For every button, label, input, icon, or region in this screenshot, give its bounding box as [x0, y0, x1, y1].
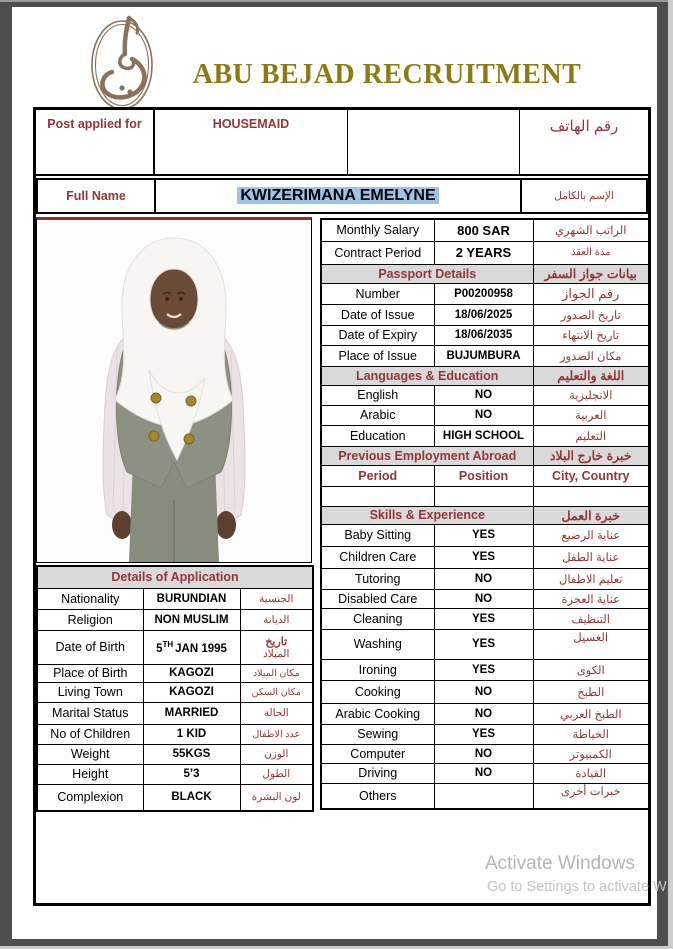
table-row — [321, 589, 649, 608]
passport-details-header-arabic: بيانات جواز السفر — [533, 264, 649, 283]
table-row — [321, 385, 649, 405]
row-arabic: الطبخ العربي — [533, 703, 649, 724]
row-label: Marital Status — [37, 702, 143, 724]
row-value: KAGOZI — [143, 682, 240, 702]
applicant-photo-frame — [36, 217, 312, 563]
previous-employment-header: Previous Employment Abroad — [321, 446, 533, 465]
prev-empty-period — [321, 486, 434, 506]
row-value: 18/06/2035 — [434, 325, 533, 345]
row-label: Computer — [321, 744, 434, 763]
applicant-photo — [37, 220, 311, 562]
row-value: NO — [434, 589, 533, 608]
row-label: Arabic — [321, 405, 434, 425]
table-row — [321, 763, 649, 783]
table-row — [321, 568, 649, 589]
post-applied-row — [36, 110, 648, 176]
row-value: KAGOZI — [143, 664, 240, 682]
row-arabic: الوزن — [240, 744, 313, 764]
row-arabic: الطبخ — [533, 680, 649, 703]
dob-suffix: TH — [162, 639, 174, 649]
row-label: Education — [321, 425, 434, 446]
row-value: YES — [434, 524, 533, 546]
row-value: NON MUSLIM — [143, 609, 240, 630]
row-label: Date of Issue — [321, 304, 434, 325]
table-row — [37, 682, 313, 702]
prev-empty-city — [533, 486, 649, 506]
document-page — [12, 7, 657, 939]
full-name-cell — [156, 187, 520, 205]
row-label: Place of Birth — [37, 664, 143, 682]
row-value: 1 KID — [143, 724, 240, 744]
table-row — [321, 264, 649, 283]
table-row — [321, 405, 649, 425]
languages-education-header: Languages & Education — [321, 366, 533, 385]
skills-experience-header-arabic: خبرة العمل — [533, 506, 649, 524]
activate-windows-watermark: Activate Windows — [485, 853, 635, 874]
row-arabic: عناية الطفل — [533, 546, 649, 568]
row-arabic: التعليم — [533, 425, 649, 446]
table-row — [321, 546, 649, 568]
row-value: 800 SAR — [434, 219, 533, 241]
row-value: P00200958 — [434, 283, 533, 304]
frame-edge-top — [0, 0, 673, 2]
row-arabic: الراتب الشهري — [533, 219, 649, 241]
row-label: Number — [321, 283, 434, 304]
full-name-label: Full Name — [38, 180, 156, 212]
table-row — [37, 724, 313, 744]
table-row — [321, 465, 649, 486]
row-arabic — [240, 630, 313, 664]
table-row — [321, 219, 649, 241]
table-row — [321, 724, 649, 744]
row-value: 55KGS — [143, 744, 240, 764]
row-label: Baby Sitting — [321, 524, 434, 546]
row-value: 5’3 — [143, 764, 240, 784]
row-label: Disabled Care — [321, 589, 434, 608]
table-row — [321, 325, 649, 345]
row-value: NO — [434, 763, 533, 783]
row-value: NO — [434, 405, 533, 425]
row-label: Children Care — [321, 546, 434, 568]
prev-col-city-country: City, Country — [533, 465, 649, 486]
prev-empty-position — [434, 486, 533, 506]
row-arabic: القيادة — [533, 763, 649, 783]
row-value: NO — [434, 703, 533, 724]
table-row — [37, 630, 313, 664]
row-value: MARRIED — [143, 702, 240, 724]
full-name-row — [36, 178, 648, 214]
row-label: Date of Expiry — [321, 325, 434, 345]
table-row — [37, 609, 313, 630]
row-label: Others — [321, 783, 434, 809]
full-name-arabic-label: الإسم بالكامل — [520, 180, 646, 212]
row-label: Height — [37, 764, 143, 784]
table-row — [37, 744, 313, 764]
row-value — [434, 783, 533, 809]
row-label: Living Town — [37, 682, 143, 702]
row-label: English — [321, 385, 434, 405]
table-row — [321, 783, 649, 809]
row-value: NO — [434, 385, 533, 405]
row-value: NO — [434, 744, 533, 763]
table-row — [321, 744, 649, 763]
table-row — [321, 524, 649, 546]
row-label: Place of Issue — [321, 345, 434, 366]
dob-day: 5 — [156, 642, 163, 655]
skills-experience-header: Skills & Experience — [321, 506, 533, 524]
table-row — [321, 241, 649, 264]
row-arabic: الكوى — [533, 659, 649, 680]
row-label: Complexion — [37, 784, 143, 811]
table-row — [321, 345, 649, 366]
row-label: Cleaning — [321, 608, 434, 629]
table-row — [321, 703, 649, 724]
row-label: No of Children — [37, 724, 143, 744]
row-label: Cooking — [321, 680, 434, 703]
details-of-application-table — [36, 565, 314, 812]
table-row — [321, 366, 649, 385]
dob-arabic-line2: الميلاد — [263, 647, 290, 660]
dob-rest: JAN 1995 — [175, 642, 227, 655]
row-value: BURUNDIAN — [143, 588, 240, 609]
table-row — [321, 425, 649, 446]
phone-number-arabic-label: رقم الهاتف — [549, 118, 619, 135]
row-arabic: العربية — [533, 405, 649, 425]
details-of-application-header: Details of Application — [37, 566, 313, 588]
post-applied-value: HOUSEMAID — [155, 110, 348, 174]
row-arabic: مكان الصدور — [533, 345, 649, 366]
row-value: BUJUMBURA — [434, 345, 533, 366]
post-applied-empty-cell — [348, 110, 520, 174]
row-arabic: عناية الرضيع — [533, 524, 649, 546]
previous-employment-header-arabic: خبرة خارج البلاد — [533, 446, 649, 465]
row-arabic: مكان الميلاد — [240, 664, 313, 682]
row-arabic: خبرات أخرى — [533, 783, 649, 809]
row-value — [143, 630, 240, 664]
row-value: YES — [434, 608, 533, 629]
passport-details-header: Passport Details — [321, 264, 533, 283]
table-row — [321, 629, 649, 659]
frame-edge-right — [668, 0, 673, 949]
prev-col-position: Position — [434, 465, 533, 486]
row-arabic: تاريخ الصدور — [533, 304, 649, 325]
row-value: HIGH SCHOOL — [434, 425, 533, 446]
row-arabic: لون البشرة — [240, 784, 313, 811]
row-arabic: تعليم الاطفال — [533, 568, 649, 589]
row-label: Nationality — [37, 588, 143, 609]
row-label: Washing — [321, 629, 434, 659]
row-value: 2 YEARS — [434, 241, 533, 264]
row-value: NO — [434, 568, 533, 589]
row-label: Arabic Cooking — [321, 703, 434, 724]
row-label: Religion — [37, 609, 143, 630]
table-row — [321, 506, 649, 524]
table-row — [321, 659, 649, 680]
row-arabic: مدة العقد — [533, 241, 649, 264]
table-row — [321, 283, 649, 304]
row-value: BLACK — [143, 784, 240, 811]
row-arabic: الكمبيوتر — [533, 744, 649, 763]
prev-col-period: Period — [321, 465, 434, 486]
full-name-value: KWIZERIMANA EMELYNE — [237, 187, 438, 204]
table-row — [321, 608, 649, 629]
row-arabic: الخياطة — [533, 724, 649, 744]
table-row — [321, 446, 649, 465]
row-label: Contract Period — [321, 241, 434, 264]
dob-arabic-line1: تاريخ — [265, 635, 288, 648]
table-row — [37, 664, 313, 682]
activate-windows-watermark-subtext: Go to Settings to activate W — [487, 879, 667, 895]
row-value: NO — [434, 680, 533, 703]
table-row — [321, 486, 649, 506]
row-arabic: عدد الاطفال — [240, 724, 313, 744]
row-value: YES — [434, 724, 533, 744]
row-arabic: الديانة — [240, 609, 313, 630]
row-label: Weight — [37, 744, 143, 764]
row-label: Tutoring — [321, 568, 434, 589]
row-arabic: الطول — [240, 764, 313, 784]
row-arabic: الجنسية — [240, 588, 313, 609]
row-arabic: الحالة — [240, 702, 313, 724]
languages-education-header-arabic: اللغة والتعليم — [533, 366, 649, 385]
table-row — [37, 566, 313, 588]
table-row — [37, 702, 313, 724]
row-arabic: تاريخ الانتهاء — [533, 325, 649, 345]
row-label: Driving — [321, 763, 434, 783]
row-label: Ironing — [321, 659, 434, 680]
row-arabic: مكان السكن — [240, 682, 313, 702]
row-arabic: رقم الجواز — [533, 283, 649, 304]
row-arabic: الغسيل — [533, 629, 649, 659]
post-applied-label: Post applied for — [36, 110, 155, 174]
table-row — [321, 304, 649, 325]
table-row — [321, 680, 649, 703]
table-row — [37, 588, 313, 609]
row-value: YES — [434, 546, 533, 568]
row-arabic: الانجليزية — [533, 385, 649, 405]
row-value: YES — [434, 659, 533, 680]
row-arabic: التنظيف — [533, 608, 649, 629]
row-value: YES — [434, 629, 533, 659]
row-label: Monthly Salary — [321, 219, 434, 241]
row-label: Sewing — [321, 724, 434, 744]
row-value: 18/06/2025 — [434, 304, 533, 325]
row-label: Date of Birth — [37, 630, 143, 664]
table-row — [37, 764, 313, 784]
cv-details-table — [320, 218, 650, 810]
row-arabic: عناية العجزة — [533, 589, 649, 608]
table-row — [37, 784, 313, 811]
page-title: ABU BEJAD RECRUITMENT — [192, 59, 582, 90]
